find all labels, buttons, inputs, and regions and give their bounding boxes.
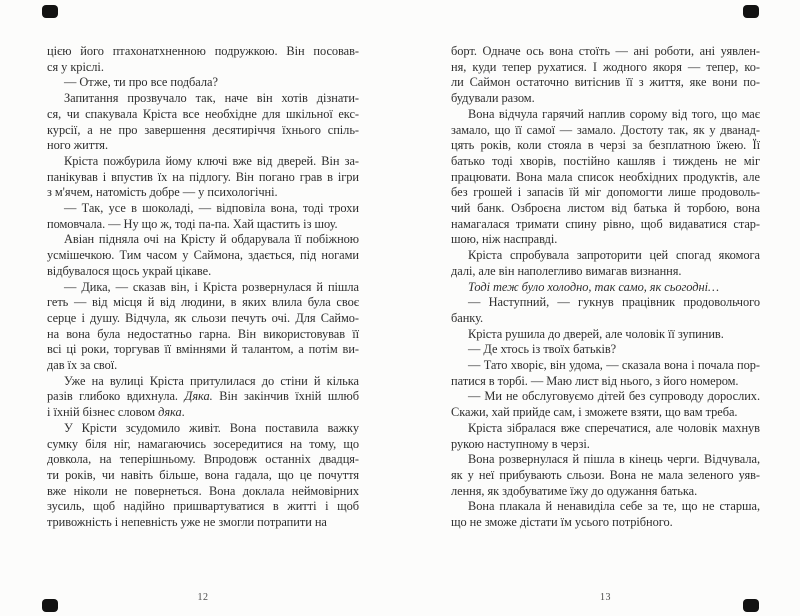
page-right-number: 13 [600, 592, 611, 603]
text-line: працювати. Вона мала список необхідних продуктів, але [451, 169, 760, 184]
text-line: чий банк. Озброєна листом від батька й торбою, вона [451, 201, 760, 216]
text-line: борт. Одначе ось вона стоїть — ані роботи, ані уявлен- [451, 44, 760, 58]
page-right-text [451, 44, 760, 531]
text-line: ся, чи спакувала Кріста все необхідне для шкільної екс- [47, 106, 359, 121]
text-line: Уже на вулиці Кріста притулилася до стіни й кілька [64, 373, 359, 388]
text-line: далі, але він наполегливо вимагав визнання. [451, 263, 682, 278]
text-line: — Наступний, — гукнув працівник продовольчого [468, 295, 760, 310]
text-line: вже ніколи не повернеться. Вона доклала неймовірних [47, 483, 359, 498]
text-line: Кріста зібралася вже сперечатися, але чоловік махнув [468, 420, 760, 435]
text-line: цять років, коли стояла в черзі за безплатною їжею. Її [451, 138, 760, 153]
text-line: і їхній бізнес словом дяка. [47, 405, 185, 420]
page-right [451, 0, 760, 616]
text-line: геть — від місця й від людини, в яких влила була своє [47, 295, 359, 310]
text-line: як у неї прибувають сльози. Вона не мала зеленого уяв- [451, 467, 760, 482]
text-line: цією його птахонатхненною подружкою. Він посовав- [47, 44, 359, 58]
text-line: з м'ячем, натомість добре — у психологічні. [47, 185, 278, 200]
text-line: ли Саймон остаточно витіснив її з життя, яке вони по- [451, 75, 760, 90]
text-line: — Ми не обслуговуємо дітей без супроводу дорослих. [468, 389, 760, 404]
text-line: ти років, чи навіть більше, вона гадала, що це почуття [47, 467, 359, 482]
text-line: ня, куди тепер рухатися. І жодного якоря — тепер, ко- [451, 59, 760, 74]
text-line: — Отже, ти про все подбала? [64, 75, 218, 90]
text-line: зусиль, щоб надійно пришвартуватися в житті і щоб [47, 499, 359, 514]
text-line: Вона відчула гарячий наплив сорому від того, що має [468, 106, 760, 121]
text-line: будували разом. [451, 91, 535, 106]
text-line: Кріста спробувала запроторити цей спогад якомога [468, 248, 760, 263]
text-line: рукою наступному в черзі. [451, 436, 590, 451]
text-line: відбувалося щось украй цікаве. [47, 263, 212, 278]
text-line: — Де хтось із твоїх батьків? [468, 342, 617, 357]
text-line: тривожність і непевність уже не змогли потрапити на [47, 515, 327, 530]
text-line: усмішечкою. Тим часом у Саймона, здається, під ногами [47, 248, 359, 263]
text-line: У Крісти зсудомило живіт. Вона поставила важку [64, 420, 359, 435]
text-line: ного життя. [47, 138, 108, 153]
text-line: лення, як здобуватиме їжу до одужання батька. [451, 483, 698, 498]
text-line: намагалася тримати спину рівно, щоб видаватися стар- [451, 216, 760, 231]
text-line: — Дика, — сказав він, і Кріста розвернулася й пішла [64, 279, 359, 294]
text-line: батько тоді хворів, постійно кашляв і тиждень не міг [451, 153, 760, 168]
text-line: всі ці роки, торгував її вміннями й талантом, а потім ви- [47, 342, 359, 357]
text-line: дав їх за свої. [47, 358, 118, 373]
text-line: Вона плакала й ненавиділа себе за те, що не старша, [468, 499, 760, 514]
text-line: банку. [451, 310, 484, 325]
text-line: довкола, на теперішньому. Впродовж останніх двадця- [47, 452, 359, 467]
text-line: панікував і впустив їх на підлогу. Він погано грав в ігри [47, 169, 359, 184]
text-line: на вона була недостатньо гарна. Він використовував її [47, 326, 359, 341]
page-left [47, 0, 359, 616]
text-line: Тоді теж було холодно, так само, як сьогодні… [468, 279, 719, 294]
text-line: Кріста пожбурила йому ключі вже від дверей. Він за- [64, 153, 359, 168]
text-line: патися в торбі. — Маю лист від нього, з його номером. [451, 373, 739, 388]
text-line: шою, ніж насправді. [451, 232, 558, 247]
text-line: замало, що її самої — замало. Достоту так, як у дванад- [451, 122, 760, 137]
text-line: Скажи, хай прийде сам, і зможете взяти, що вам треба. [451, 405, 738, 420]
page-left-number: 12 [197, 592, 209, 603]
text-line: серце і душу. Відчула, як сльози печуть очі. Для Саймо- [47, 310, 359, 325]
text-line: без грошей і запасів їй міг допомогти лише продоволь- [451, 185, 760, 200]
text-line: Запитання прозвучало так, наче він хотів дізнати- [64, 91, 359, 106]
text-line: Кріста рушила до дверей, але чоловік її зупинив. [468, 326, 724, 341]
page-left-text [47, 44, 359, 531]
text-line: Вона розвернулася й пішла в кінець черги. Відчувала, [468, 452, 760, 467]
text-line: Авіан підняла очі на Крісту й обдарувала її побіжною [64, 232, 359, 247]
text-line: курсії, а не про завершення десятиріччя їхнього спіль- [47, 122, 359, 137]
text-line: помовчала. — Ну що ж, тоді па-па. Хай щастить із шоу. [47, 216, 338, 231]
text-line: — Так, усе в шоколаді, — відповіла вона, тоді трохи [64, 201, 359, 216]
text-line: що не зможе дістати їм усього потрібного. [451, 515, 673, 530]
text-line: ся у кріслі. [47, 59, 104, 74]
text-line: разів глибоко вдихнула. Дяка. Він закінчив їхній шлюб [47, 389, 359, 404]
text-line: — Тато хворіє, він удома, — сказала вона і почала пор- [468, 358, 760, 373]
text-line: сумку біля ніг, намагаючись зосередитися на тому, що [47, 436, 359, 451]
